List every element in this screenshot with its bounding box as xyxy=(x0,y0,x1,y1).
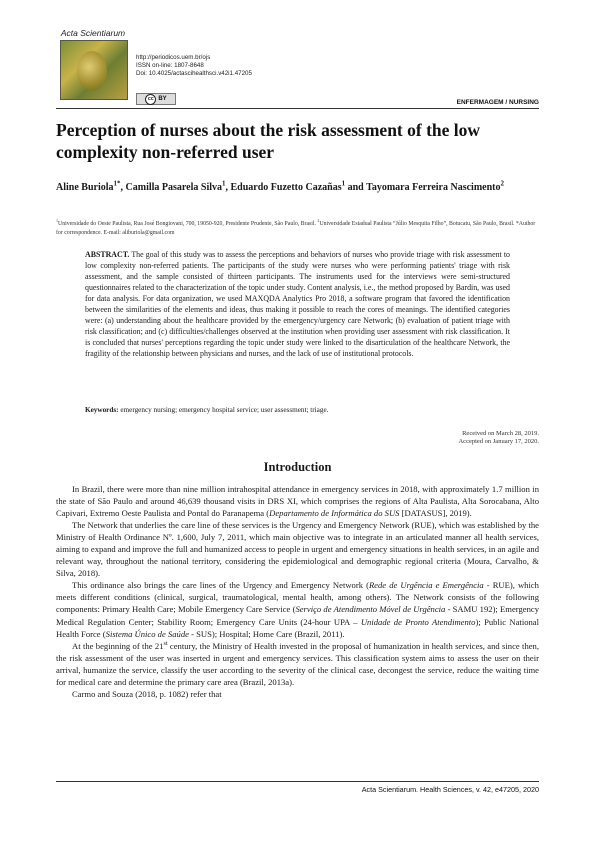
received-date: Received on March 28, 2019. xyxy=(462,430,539,437)
cc-license-badge[interactable]: cc BY xyxy=(136,93,176,105)
journal-issn: ISSN on-line: 1807-8648 xyxy=(136,62,204,69)
section-heading-introduction: Introduction xyxy=(263,460,332,474)
keywords-label: Keywords: xyxy=(85,406,119,414)
body-paragraph: Carmo and Souza (2018, p. 1082) refer that xyxy=(72,688,222,699)
abstract xyxy=(85,250,510,360)
abstract-label: ABSTRACT. xyxy=(85,250,130,259)
license-label: BY xyxy=(158,96,167,102)
author-affiliations: $^1$Universidade do Oeste Paulista, Rua José Bongiovani, 700, 19050-920, Presidente Prudente, São Paulo, Brasil. $^2$Universidade Estadual Paulista “Júlio Mesquita Filho”, Botucatu, São Paulo, Brasil. *Author for correspondence. E-mail: aliburiola@gmail.com xyxy=(56,218,536,236)
journal-url[interactable]: http://periodicos.uem.br/ojs xyxy=(136,54,211,61)
introduction-body xyxy=(56,483,539,700)
journal-logo xyxy=(56,28,130,100)
keywords xyxy=(85,405,510,415)
body-paragraph: In Brazil, there were more than nine million intrahospital attendance in emergency services in 2018, with approximately 1.7 million in the state of São Paulo and around 46,639 thousand visits in DRS XI, which comprises the regions of Alta Paulista, Alta Sorocabana, Alto Capivari, Extremo Oeste Paulista and Pontal do Paranapema (Departamento de Informática do SUS [DATASUS], 2019). xyxy=(56,484,539,519)
page-footer: Acta Scientiarum. Health Sciences, v. 42, e47205, 2020 xyxy=(361,785,539,794)
logo-text: Acta Scientiarum xyxy=(60,28,126,38)
logo-image xyxy=(60,40,128,100)
footer-divider xyxy=(56,781,539,782)
article-title: Perception of nurses about the risk assessment of the low complexity non-referred user xyxy=(56,120,481,162)
article-authors: Aline Buriola$^{1*}$, Camilla Pasarela Silva$^1$, Eduardo Fuzetto Cazañas$^1$ and Tayomara Ferreira Nascimento$^2$ xyxy=(56,179,504,193)
body-paragraph: The Network that underlies the care line of these services is the Urgency and Emergency Network (RUE), which was established by the Ministry of Health Ordinance Nº. 1,600, July 7, 2011, which main objective was to integrate in an articulated manner all health services, aiming to expand and improve the full and humanized access to people in urgent and emergency situations in health services, in an agile and relevant way, throughout the national territory, considering the epidemiological and demographic regional criteria (Moura, Carvalho, & Silva, 2018). xyxy=(56,520,539,579)
section-tag: ENFERMAGEM / NURSING xyxy=(456,99,539,106)
keywords-text: emergency nursing; emergency hospital service; user assessment; triage. xyxy=(120,406,329,414)
abstract-text: The goal of this study was to assess the perceptions and behaviors of nurses who provide triage with risk assessment to low complexity non-referred patients. The participants of the study were nurses who were performing patients' triage with risk assessment, and the sample consisted of thirteen participants. The instruments used for the interviews were semi-structured questionnaires related to the characterization of the topic under study. Content analysis, i.e., the method proposed by Bardin, was used for data analysis. For data organization, we used MAXQDA Analytics Pro 2018, a software program that favored the identification between the similarities of the elements and ideas, thus making it possible to reach the cores of meanings. The identified categories were: (a) understanding about the healthcare provided by the emergency/urgency care Network; (b) evaluation of patient triage with risk classification; and (c) difficulties/challenges observed at the institution when providing user assessment with risk classification. It is concluded that nurses' perceptions regarding the topic under study were linked to the disarticulation of the healthcare Network, the fragility of the relationship between physicians and nurses, and the lack of use of institutional protocols. xyxy=(85,250,510,358)
body-paragraph: At the beginning of the 21st century, the Ministry of Health invested in the proposal of humanization in health services, and since then, the risk assessment of the user was inserted in urgent and emergency services. This classification system aims to assess the user on their arrival, humanize the service, classify the user according to the severity of the clinical case, decongest the service, reduce the waiting time for medical care and determine the primary care area (Brazil, 2013a). xyxy=(56,640,540,687)
accepted-date: Accepted on January 17, 2020. xyxy=(458,438,539,445)
header-divider xyxy=(56,108,539,109)
body-paragraph: This ordinance also brings the care lines of the Urgency and Emergency Network (Rede de Urgência e Emergência - RUE), which meets different conditions (clinical, surgical, traumatological, mental health, among others). The Network consists of the following components: Primary Health Care; Mobile Emergency Care Service (Serviço de Atendimento Móvel de Urgência - SAMU 192); Emergency Medical Regulation Center; Stability Room; Emergency Care Units (24-hour UPA – Unidade de Pronto Atendimento); Public National Health Force (Sistema Único de Saúde - SUS); Hospital; Home Care (Brazil, 2011). xyxy=(56,580,540,639)
article-doi[interactable]: Doi: 10.4025/actascihealthsci.v42i1.47205 xyxy=(136,70,252,77)
